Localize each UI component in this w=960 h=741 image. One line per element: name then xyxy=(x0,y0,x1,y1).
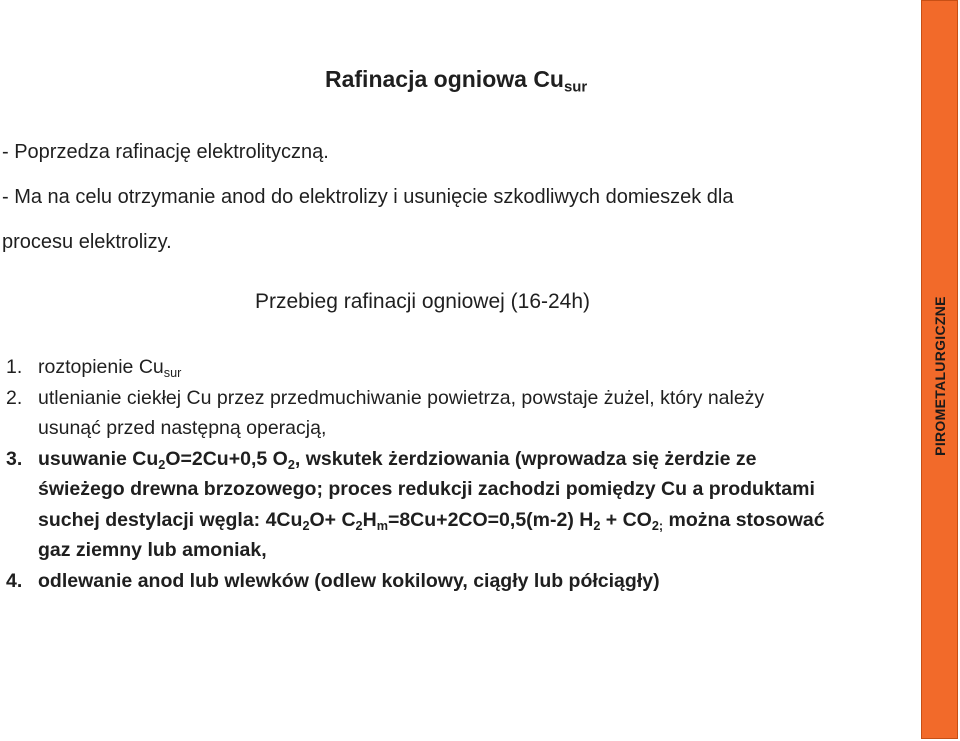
step-3-text-a: usuwanie Cu xyxy=(38,447,159,470)
step-3-text-2: świeżego drewna brzozowego; proces redukcji zachodzi pomiędzy Cu a produktami xyxy=(38,478,815,500)
step-4 xyxy=(6,566,918,597)
slide-title xyxy=(325,66,588,96)
intro-line-3: procesu elektrolizy. xyxy=(2,231,172,253)
step-3-sub: 2 xyxy=(355,518,363,533)
step-3-formula-f: można stosować xyxy=(663,508,825,531)
step-4-text: odlewanie anod lub wlewków (odlew kokilowy, ciągły lub półciągły) xyxy=(38,569,660,592)
step-3-formula-c: H xyxy=(362,508,377,531)
slide-title-subscript: sur xyxy=(563,78,588,96)
step-3-sub: 2 xyxy=(158,457,166,472)
step-3-text-4: gaz ziemny lub amoniak, xyxy=(38,539,267,561)
step-3-text-c: , wskutek żerdziowania (wprowadza się żerdzie ze xyxy=(294,447,757,470)
side-tab-label: PIROMETALURGICZNE xyxy=(931,296,948,456)
step-3-text-b: O=2Cu+0,5 O xyxy=(165,447,288,470)
section-heading: Przebieg rafinacji ogniowej (16-24h) xyxy=(255,290,591,313)
step-2-number: 2. xyxy=(6,386,23,409)
intro-line-1: - Poprzedza rafinację elektrolityczną. xyxy=(2,141,329,163)
step-3-sub: 2; xyxy=(651,518,664,533)
step-3-formula-b: O+ C xyxy=(309,508,356,531)
step-3-formula-a: suchej destylacji węgla: 4Cu xyxy=(38,508,303,531)
intro-line-2: - Ma na celu otrzymanie anod do elektrolizy i usunięcie szkodliwych domieszek dla xyxy=(2,186,734,208)
step-3-sub: m xyxy=(376,518,388,533)
step-3-formula-e: + CO xyxy=(600,508,652,531)
step-3-number: 3. xyxy=(6,447,23,470)
step-1-subscript: sur xyxy=(163,365,182,380)
step-1-text: roztopienie Cu xyxy=(38,356,164,378)
side-tab xyxy=(921,0,958,739)
step-2-line-1 xyxy=(6,383,918,414)
step-3-sub: 2 xyxy=(287,457,295,472)
step-1 xyxy=(6,352,918,383)
step-3-line-3 xyxy=(6,505,918,536)
step-3-formula-d: =8Cu+2CO=0,5(m-2) H xyxy=(387,508,594,531)
step-3-sub: 2 xyxy=(302,518,310,533)
step-2-text-2: usunąć przed następną operacją, xyxy=(38,417,327,439)
slide-title-text: Rafinacja ogniowa Cu xyxy=(325,66,564,92)
step-4-number: 4. xyxy=(6,569,23,592)
step-2-text-1: utlenianie ciekłej Cu przez przedmuchiwanie powietrza, powstaje żużel, który należy xyxy=(38,386,765,409)
step-3-line-4 xyxy=(6,535,918,566)
step-3-line-1 xyxy=(6,444,918,475)
step-2-line-2 xyxy=(6,413,918,444)
step-3-line-2 xyxy=(6,474,918,505)
steps-list xyxy=(6,352,918,596)
step-1-number: 1. xyxy=(6,356,23,378)
step-3-sub: 2 xyxy=(593,518,601,533)
